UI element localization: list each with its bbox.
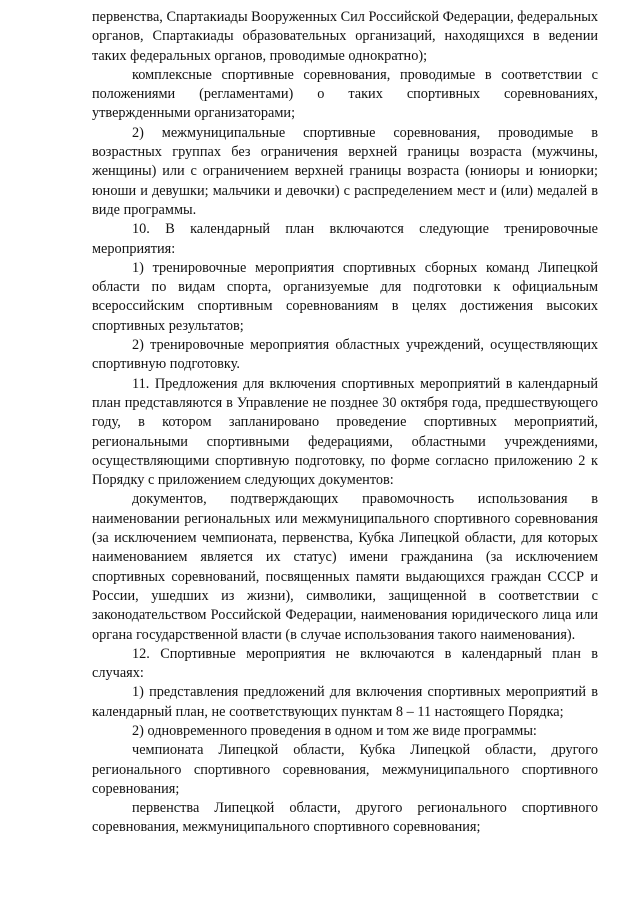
document-page [92,8,598,838]
paragraph-5: 1) тренировочные мероприятия спортивных сборных команд Липецкой области по видам спорта, организуемые для подготовки к официальным всероссийским спортивным соревнованиям в целях достижения высоких спортивных результатов; [92,259,598,334]
paragraph-12: чемпионата Липецкой области, Кубка Липецкой области, другого регионального спортивного соревнования, межмуниципального спортивного соревнования; [92,742,598,797]
paragraph-9: 12. Спортивные мероприятия не включаются в календарный план в случаях: [92,645,598,682]
paragraph-2: комплексные спортивные соревнования, проводимые в соответствии с положениями (регламентами) о таких спортивных соревнованиях, утвержденными организаторами; [92,66,598,122]
paragraph-4: 10. В календарный план включаются следующие тренировочные мероприятия: [92,221,598,257]
paragraph-13: первенства Липецкой области, другого регионального спортивного соревнования, межмуниципального спортивного соревнования; [92,800,598,836]
paragraph-10: 1) представления предложений для включения спортивных мероприятий в календарный план, не соответствующих пунктам 8 – 11 настоящего Порядка; [92,684,598,720]
paragraph-8: документов, подтверждающих правомочность использования в наименовании региональных или межмуниципального спортивного соревнования (за исключением чемпионата, первенства, Кубка Липецкой области, для которых наименованием является их статус) имени гражданина (за исключением спортивных соревнований, посвященных памяти выдающихся граждан СССР и России, ушедших из жизни), символики, защищенной в соответствии с законодательством Российской Федерации, наименования юридического лица или органа государственной власти (в случае использования такого наименования). [92,491,598,643]
paragraph-1: первенства, Спартакиады Вооруженных Сил Российской Федерации, федеральных органов, Спартакиады образовательных организаций, находящихся в ведении таких федеральных органов, проводимые однократно); [92,9,598,64]
paragraph-7: 11. Предложения для включения спортивных мероприятий в календарный план представляются в Управление не позднее 30 октября года, предшествующего году, в котором запланировано проведение спортивных мероприятий, региональными спортивными федерациями, областными учреждениями, осуществляющими спортивную подготовку, по форме согласно приложению 2 к Порядку с приложением следующих документов: [92,375,598,489]
paragraph-11: 2) одновременного проведения в одном и том же виде программы: [132,722,537,739]
paragraph-6: 2) тренировочные мероприятия областных учреждений, осуществляющих спортивную подготовку. [92,337,598,373]
paragraph-3: 2) межмуниципальные спортивные соревнования, проводимые в возрастных группах без ограничения верхней границы возраста (мужчины, женщины) или с ограничением верхней границы возраста (юниоры и юниорки; юноши и девушки; мальчики и девочки) с распределением мест и (или) медалей в виде программы. [92,124,598,218]
